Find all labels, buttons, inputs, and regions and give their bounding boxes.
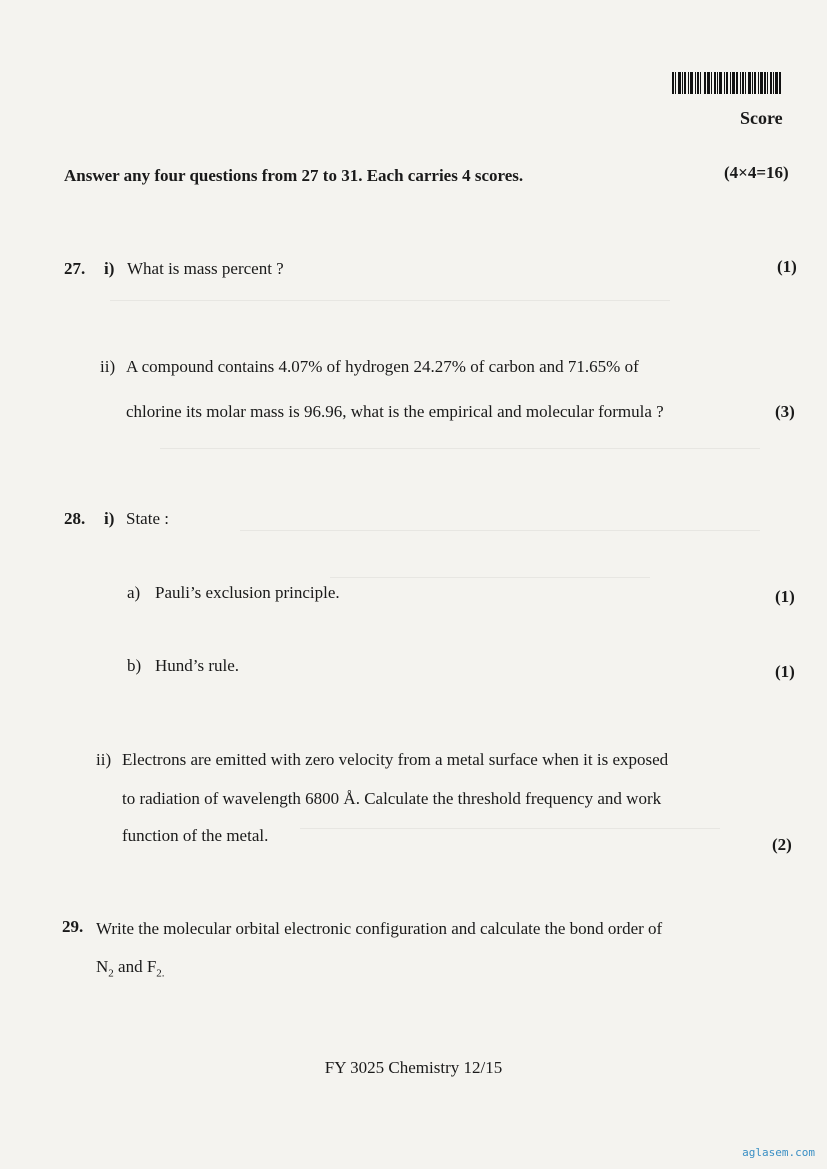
question-text: State : [126, 509, 169, 528]
marks: (1) [777, 257, 797, 276]
subscript: 2 [108, 967, 114, 980]
part-label: i) [104, 509, 115, 528]
sub-part-label: a) [127, 583, 141, 602]
question-number: 28. [64, 509, 86, 528]
marks: (1) [775, 587, 795, 606]
page-footer: FY 3025 Chemistry 12/15 [324, 1058, 503, 1077]
conjunction: and [118, 957, 143, 976]
part-label: i) [104, 259, 115, 278]
part-label: ii) [100, 357, 116, 376]
watermark-site: aglasem.com [742, 1146, 815, 1159]
subscript: 2. [156, 967, 165, 980]
nitrogen-symbol: N [96, 957, 109, 976]
question-text: A compound contains 4.07% of hydrogen 24.27% of carbon and 71.65% of [126, 357, 639, 376]
question-text: chlorine its molar mass is 96.96, what is the empirical and molecular formula ? [126, 402, 664, 421]
fluorine-symbol: F [146, 957, 157, 976]
question-text: Electrons are emitted with zero velocity from a metal surface when it is exposed [122, 750, 669, 769]
marks: (3) [775, 402, 795, 421]
sub-part-label: b) [127, 656, 142, 675]
marks: (1) [775, 662, 795, 681]
question-number: 27. [64, 259, 86, 278]
question-number: 29. [62, 917, 84, 936]
question-text: What is mass percent ? [127, 259, 284, 278]
question-text: function of the metal. [122, 826, 269, 845]
score-header: Score [740, 108, 783, 128]
barcode [672, 72, 802, 94]
part-label: ii) [96, 750, 112, 769]
marks: (2) [772, 835, 792, 854]
question-text: Hund’s rule. [155, 656, 240, 675]
question-text: Write the molecular orbital electronic configuration and calculate the bond order of [96, 919, 663, 938]
section-instructions: Answer any four questions from 27 to 31. Each carries 4 scores. [64, 166, 524, 185]
formula-line [96, 957, 165, 979]
section-marks: (4×4=16) [724, 163, 789, 182]
question-text: to radiation of wavelength 6800 Å. Calculate the threshold frequency and work [122, 789, 662, 808]
question-text: Pauli’s exclusion principle. [155, 583, 340, 602]
